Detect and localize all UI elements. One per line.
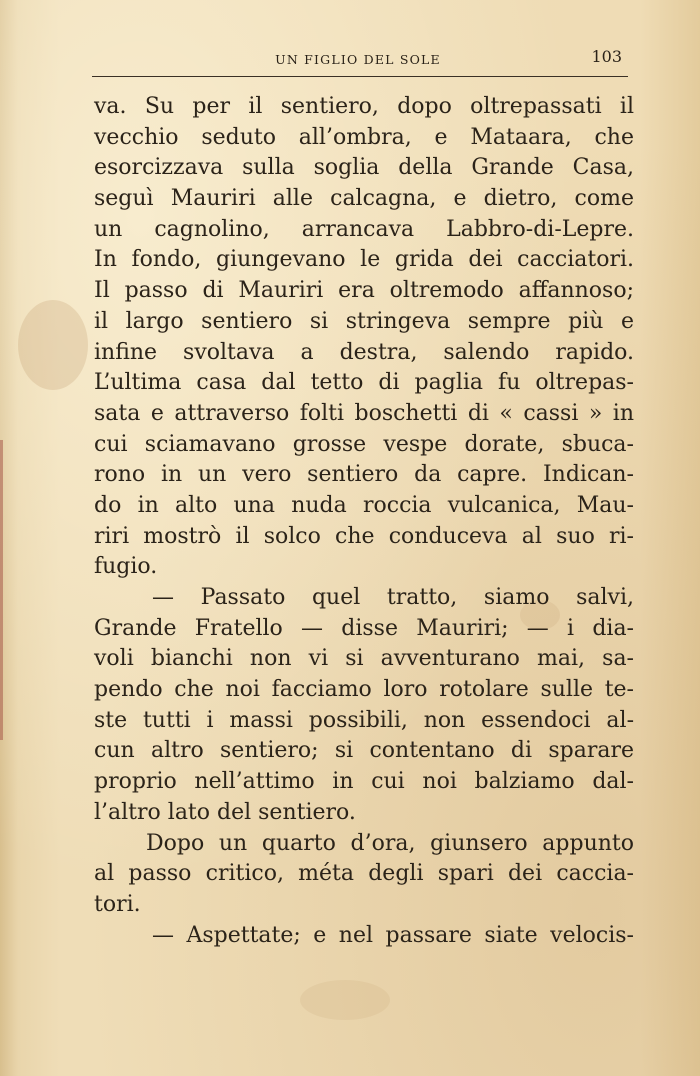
paper-stain — [18, 300, 88, 390]
text-line: infine svoltava a destra, salendo rapido. — [94, 339, 634, 365]
text-line: un cagnolino, arrancava Labbro-di-Lepre. — [94, 216, 634, 242]
text-line: al passo critico, méta degli spari dei caccia- — [94, 861, 634, 887]
body-text — [94, 92, 634, 951]
text-line: pendo che noi facciamo loro rotolare sulle te- — [94, 677, 634, 703]
text-line: sata e attraverso folti boschetti di « cassi » in — [94, 400, 634, 426]
running-header — [92, 46, 624, 74]
text-line: esorcizzava sulla soglia della Grande Casa, — [94, 155, 634, 181]
text-line: l’altro lato del sentiero. — [94, 799, 356, 825]
text-line: tori. — [94, 891, 141, 917]
text-line: il largo sentiero si stringeva sempre più e — [94, 308, 634, 334]
binding-edge-mark — [0, 440, 3, 740]
text-line: vecchio seduto all’ombra, e Mataara, che — [94, 124, 634, 150]
text-line: do in alto una nuda roccia vulcanica, Mau- — [94, 492, 634, 518]
text-line: proprio nell’attimo in cui noi balziamo dal- — [94, 769, 634, 795]
text-line: voli bianchi non vi si avventurano mai, sa- — [94, 646, 634, 672]
text-line: riri mostrò il solco che conduceva al suo ri- — [94, 523, 634, 549]
text-line: — Passato quel tratto, siamo salvi, — [152, 585, 634, 610]
text-line: Il passo di Mauriri era oltremodo affannoso; — [94, 278, 634, 304]
text-line: Grande Fratello — disse Mauriri; — i dia- — [94, 615, 634, 641]
text-line: L’ultima casa dal tetto di paglia fu oltrepas- — [94, 370, 634, 396]
text-line: cui sciamavano grosse vespe dorate, sbuca- — [94, 431, 634, 457]
text-line: Dopo un quarto d’ora, giunsero appunto — [146, 830, 634, 856]
text-line: ste tutti i massi possibili, non essendoci al- — [94, 707, 634, 733]
text-line: va. Su per il sentiero, dopo oltrepassati il — [94, 94, 634, 119]
running-title: UN FIGLIO DEL SOLE — [275, 52, 441, 67]
text-line: — Aspettate; e nel passare siate velocis- — [152, 922, 634, 948]
header-rule — [92, 76, 628, 77]
paper-stain — [300, 980, 390, 1020]
text-line: In fondo, giungevano le grida dei cacciatori. — [94, 247, 634, 273]
page-number: 103 — [591, 47, 622, 66]
text-line: rono in un vero sentiero da capre. Indican- — [94, 462, 634, 488]
text-line: seguì Mauriri alle calcagna, e dietro, come — [94, 186, 634, 212]
text-line: cun altro sentiero; si contentano di sparare — [94, 738, 634, 764]
text-line: fugio. — [94, 554, 158, 580]
